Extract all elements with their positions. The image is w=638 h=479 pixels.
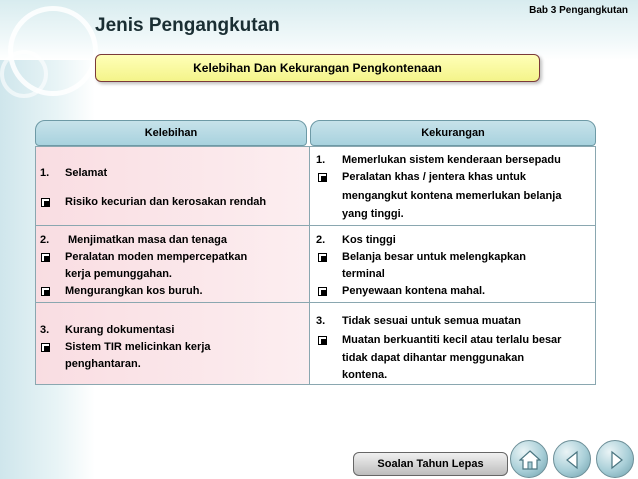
- home-icon: [519, 449, 541, 471]
- page-title: Jenis Pengangkutan: [95, 15, 280, 36]
- bullet-text: Peralatan khas / jentera khas untuk: [342, 171, 527, 183]
- checkbox-bullet-icon: [41, 343, 50, 352]
- point-text: Kurang dokumentasi: [65, 324, 175, 336]
- chapter-label: Bab 3 Pengangkutan: [529, 5, 628, 16]
- bullet-text: kerja pemunggahan.: [65, 268, 172, 280]
- point-text: Kos tinggi: [342, 234, 396, 246]
- column-header-kekurangan: Kekurangan: [310, 120, 596, 146]
- point-text: Menjimatkan masa dan tenaga: [68, 234, 227, 246]
- checkbox-bullet-icon: [41, 253, 50, 262]
- decorative-circle-small: [0, 50, 48, 98]
- row-2-kekurangan-cell: [310, 226, 595, 302]
- checkbox-bullet-icon: [318, 253, 327, 262]
- point-text: Memerlukan sistem kenderaan bersepadu: [342, 154, 561, 166]
- bullet-text: yang tinggi.: [342, 208, 404, 220]
- row-number: 1.: [40, 167, 50, 179]
- next-button[interactable]: [596, 440, 634, 478]
- soalan-tahun-lepas-button[interactable]: Soalan Tahun Lepas: [353, 452, 508, 476]
- row-number: 1.: [316, 154, 326, 166]
- next-icon: [605, 449, 627, 471]
- row-number: 3.: [40, 324, 50, 336]
- bullet-text: Risiko kecurian dan kerosakan rendah: [65, 196, 267, 208]
- row-1-kekurangan-cell: [310, 147, 595, 225]
- back-button[interactable]: [553, 440, 591, 478]
- row-number: 2.: [40, 234, 50, 246]
- bullet-text: Peralatan moden mempercepatkan: [65, 251, 248, 263]
- bullet-text: mengangkut kontena memerlukan belanja: [342, 190, 562, 202]
- bullet-text: terminal: [342, 268, 385, 280]
- column-divider: [309, 147, 310, 384]
- bullet-text: Mengurangkan kos buruh.: [65, 285, 203, 297]
- row-3-kelebihan-cell: [36, 303, 309, 384]
- comparison-table: [35, 146, 596, 385]
- bullet-text: Sistem TIR melicinkan kerja: [65, 341, 211, 353]
- bullet-text: tidak dapat dihantar menggunakan: [342, 352, 525, 364]
- checkbox-bullet-icon: [41, 287, 50, 296]
- row-number: 2.: [316, 234, 326, 246]
- bullet-text: Belanja besar untuk melengkapkan: [342, 251, 527, 263]
- checkbox-bullet-icon: [318, 287, 327, 296]
- back-icon: [562, 449, 584, 471]
- checkbox-bullet-icon: [41, 198, 50, 207]
- bullet-text: kontena.: [342, 369, 388, 381]
- checkbox-bullet-icon: [318, 173, 327, 182]
- home-button[interactable]: [510, 440, 548, 478]
- point-text: Selamat: [65, 167, 108, 179]
- point-text: Tidak sesuai untuk semua muatan: [342, 315, 521, 327]
- bullet-text: Muatan berkuantiti kecil atau terlalu besar: [342, 334, 562, 346]
- row-2-kelebihan-cell: [36, 226, 309, 302]
- bullet-text: penghantaran.: [65, 358, 141, 370]
- row-1-kelebihan-cell: [36, 147, 309, 225]
- column-header-kelebihan: Kelebihan: [35, 120, 307, 146]
- bullet-text: Penyewaan kontena mahal.: [342, 285, 486, 297]
- row-3-kekurangan-cell: [310, 303, 595, 384]
- row-number: 3.: [316, 315, 326, 327]
- subtitle-banner: Kelebihan Dan Kekurangan Pengkontenaan: [95, 54, 540, 82]
- checkbox-bullet-icon: [318, 336, 327, 345]
